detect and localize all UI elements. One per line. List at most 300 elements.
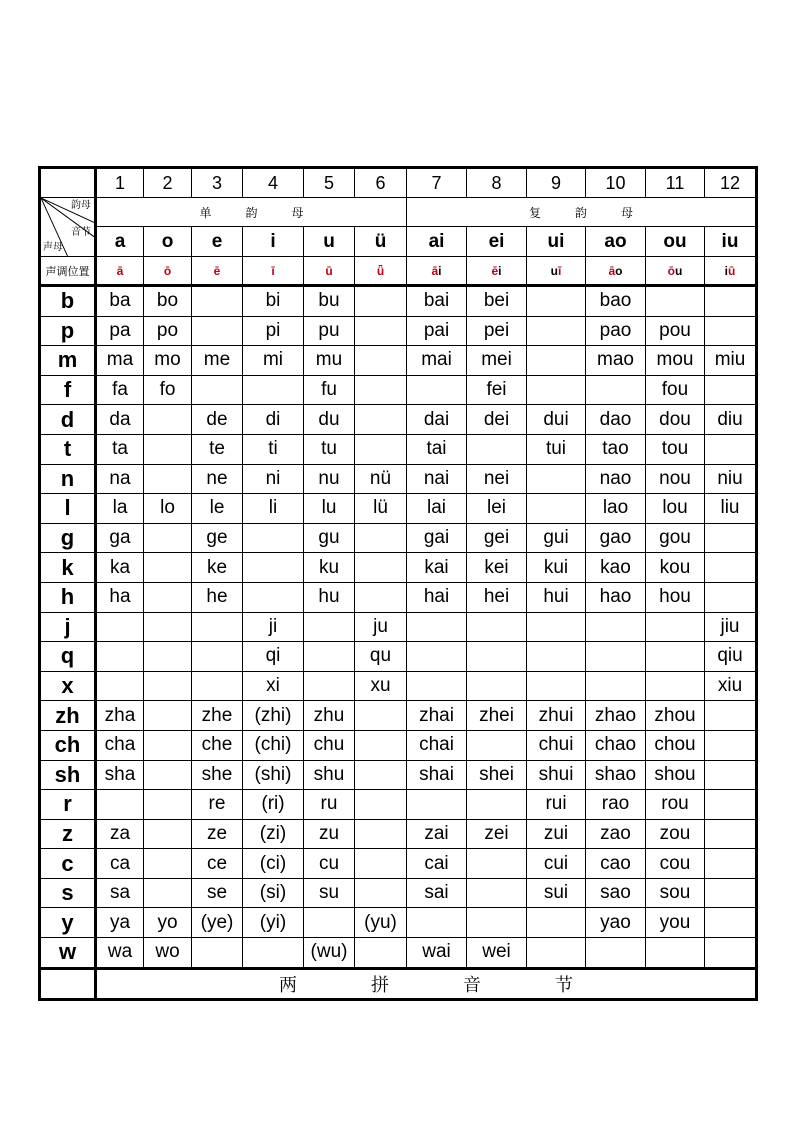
vowel-header: u bbox=[304, 227, 355, 257]
vowel-header: ou bbox=[646, 227, 705, 257]
syllable-cell: shei bbox=[467, 760, 527, 790]
syllable-cell: ju bbox=[355, 612, 407, 642]
syllable-cell: ba bbox=[96, 286, 144, 317]
syllable-cell bbox=[586, 671, 646, 701]
syllable-cell: mu bbox=[304, 346, 355, 376]
syllable-cell bbox=[527, 286, 586, 317]
syllable-cell bbox=[407, 790, 467, 820]
syllable-cell bbox=[705, 938, 757, 969]
syllable-cell: zai bbox=[407, 819, 467, 849]
syllable-cell bbox=[705, 375, 757, 405]
syllable-cell bbox=[144, 612, 192, 642]
syllable-cell: (shi) bbox=[243, 760, 304, 790]
syllable-cell: hou bbox=[646, 582, 705, 612]
syllable-cell bbox=[646, 938, 705, 969]
syllable-cell: hei bbox=[467, 582, 527, 612]
table-row bbox=[40, 730, 757, 760]
corner-cell bbox=[40, 198, 96, 257]
chart-body bbox=[40, 168, 757, 1000]
syllable-cell: se bbox=[192, 878, 243, 908]
syllable-cell: wa bbox=[96, 938, 144, 969]
tone-marker bbox=[243, 257, 304, 286]
initial-header: q bbox=[40, 642, 96, 672]
syllable-cell: bao bbox=[586, 286, 646, 317]
initial-header: l bbox=[40, 494, 96, 524]
syllable-cell: niu bbox=[705, 464, 757, 494]
syllable-cell: nai bbox=[407, 464, 467, 494]
tone-plain-letter: o bbox=[615, 263, 623, 278]
syllable-cell: chao bbox=[586, 730, 646, 760]
tone-row bbox=[40, 257, 757, 286]
syllable-cell: nei bbox=[467, 464, 527, 494]
syllable-cell bbox=[304, 671, 355, 701]
syllable-cell: tu bbox=[304, 434, 355, 464]
syllable-cell: pi bbox=[243, 316, 304, 346]
tone-mark-letter: ā bbox=[116, 263, 124, 278]
tone-mark-letter: ō bbox=[163, 263, 172, 278]
table-row bbox=[40, 908, 757, 938]
tone-marker bbox=[304, 257, 355, 286]
syllable-cell: wai bbox=[407, 938, 467, 969]
initial-header: j bbox=[40, 612, 96, 642]
initial-header: g bbox=[40, 523, 96, 553]
syllable-cell: yo bbox=[144, 908, 192, 938]
syllable-cell bbox=[144, 523, 192, 553]
syllable-cell: nao bbox=[586, 464, 646, 494]
syllable-cell: ni bbox=[243, 464, 304, 494]
vowel-header: ao bbox=[586, 227, 646, 257]
vowel-header: ui bbox=[527, 227, 586, 257]
syllable-cell bbox=[355, 849, 407, 879]
table-row bbox=[40, 405, 757, 435]
syllable-cell: miu bbox=[705, 346, 757, 376]
tone-mark-letter: ā bbox=[431, 263, 439, 278]
syllable-cell: (zi) bbox=[243, 819, 304, 849]
tone-marker bbox=[407, 257, 467, 286]
syllable-cell bbox=[467, 612, 527, 642]
syllable-cell bbox=[144, 790, 192, 820]
tone-marker bbox=[705, 257, 757, 286]
syllable-cell bbox=[144, 464, 192, 494]
syllable-cell: you bbox=[646, 908, 705, 938]
syllable-cell: bei bbox=[467, 286, 527, 317]
syllable-cell: zhui bbox=[527, 701, 586, 731]
syllable-cell bbox=[467, 908, 527, 938]
syllable-cell bbox=[407, 908, 467, 938]
syllable-cell: (yi) bbox=[243, 908, 304, 938]
syllable-cell: ca bbox=[96, 849, 144, 879]
syllable-cell bbox=[144, 434, 192, 464]
syllable-cell bbox=[355, 938, 407, 969]
syllable-cell bbox=[407, 375, 467, 405]
syllable-cell: shao bbox=[586, 760, 646, 790]
syllable-cell: mi bbox=[243, 346, 304, 376]
syllable-cell: shou bbox=[646, 760, 705, 790]
table-row bbox=[40, 434, 757, 464]
syllable-cell bbox=[527, 316, 586, 346]
syllable-cell: diu bbox=[705, 405, 757, 435]
initial-header: w bbox=[40, 938, 96, 969]
column-number: 10 bbox=[586, 168, 646, 198]
syllable-cell: bu bbox=[304, 286, 355, 317]
syllable-cell bbox=[467, 849, 527, 879]
syllable-cell bbox=[144, 642, 192, 672]
syllable-cell: zou bbox=[646, 819, 705, 849]
syllable-cell bbox=[527, 938, 586, 969]
syllable-cell bbox=[586, 642, 646, 672]
syllable-cell: mo bbox=[144, 346, 192, 376]
syllable-cell: qi bbox=[243, 642, 304, 672]
syllable-cell: mei bbox=[467, 346, 527, 376]
tone-marker bbox=[527, 257, 586, 286]
syllable-cell bbox=[144, 671, 192, 701]
syllable-cell: he bbox=[192, 582, 243, 612]
syllable-cell: zui bbox=[527, 819, 586, 849]
syllable-cell bbox=[144, 878, 192, 908]
syllable-cell: (ri) bbox=[243, 790, 304, 820]
table-row bbox=[40, 582, 757, 612]
syllable-cell bbox=[192, 375, 243, 405]
column-number: 1 bbox=[96, 168, 144, 198]
syllable-cell bbox=[304, 642, 355, 672]
tone-mark-letter: ū bbox=[325, 263, 333, 278]
table-row bbox=[40, 612, 757, 642]
initial-header: r bbox=[40, 790, 96, 820]
tone-marker bbox=[144, 257, 192, 286]
syllable-cell: dao bbox=[586, 405, 646, 435]
syllable-cell: kao bbox=[586, 553, 646, 583]
syllable-cell: shu bbox=[304, 760, 355, 790]
syllable-cell: sha bbox=[96, 760, 144, 790]
syllable-cell: la bbox=[96, 494, 144, 524]
footer-row bbox=[40, 968, 757, 999]
syllable-cell: te bbox=[192, 434, 243, 464]
syllable-cell bbox=[192, 938, 243, 969]
syllable-cell bbox=[144, 819, 192, 849]
syllable-cell bbox=[355, 375, 407, 405]
syllable-cell: zhou bbox=[646, 701, 705, 731]
syllable-cell: pou bbox=[646, 316, 705, 346]
syllable-cell: fo bbox=[144, 375, 192, 405]
syllable-cell: da bbox=[96, 405, 144, 435]
vowel-group-row bbox=[40, 198, 757, 227]
syllable-cell: me bbox=[192, 346, 243, 376]
syllable-cell: dei bbox=[467, 405, 527, 435]
syllable-cell bbox=[144, 760, 192, 790]
syllable-cell: zha bbox=[96, 701, 144, 731]
syllable-cell: tao bbox=[586, 434, 646, 464]
tone-plain-letter: i bbox=[498, 263, 502, 278]
syllable-cell bbox=[705, 878, 757, 908]
syllable-cell: zao bbox=[586, 819, 646, 849]
syllable-cell: lo bbox=[144, 494, 192, 524]
syllable-cell: chui bbox=[527, 730, 586, 760]
initial-header: z bbox=[40, 819, 96, 849]
syllable-cell: ge bbox=[192, 523, 243, 553]
initial-header: t bbox=[40, 434, 96, 464]
vowel-header: a bbox=[96, 227, 144, 257]
syllable-cell: fei bbox=[467, 375, 527, 405]
syllable-cell: mao bbox=[586, 346, 646, 376]
syllable-cell bbox=[243, 375, 304, 405]
initial-header: m bbox=[40, 346, 96, 376]
syllable-cell: shai bbox=[407, 760, 467, 790]
syllable-cell: ka bbox=[96, 553, 144, 583]
tone-plain-letter: u bbox=[550, 263, 558, 278]
tone-mark-letter: ī bbox=[271, 263, 275, 278]
syllable-cell bbox=[586, 375, 646, 405]
syllable-cell: tai bbox=[407, 434, 467, 464]
syllable-cell bbox=[96, 642, 144, 672]
table-row bbox=[40, 494, 757, 524]
syllable-cell: zhai bbox=[407, 701, 467, 731]
syllable-cell: jiu bbox=[705, 612, 757, 642]
syllable-cell bbox=[705, 849, 757, 879]
syllable-cell: tou bbox=[646, 434, 705, 464]
syllable-cell: le bbox=[192, 494, 243, 524]
syllable-cell bbox=[705, 908, 757, 938]
syllable-cell: gao bbox=[586, 523, 646, 553]
syllable-cell bbox=[646, 642, 705, 672]
syllable-cell: chai bbox=[407, 730, 467, 760]
syllable-cell: du bbox=[304, 405, 355, 435]
syllable-cell bbox=[355, 730, 407, 760]
syllable-cell bbox=[355, 701, 407, 731]
syllable-cell bbox=[192, 612, 243, 642]
tone-position-label: 声调位置 bbox=[40, 257, 96, 286]
syllable-cell bbox=[96, 790, 144, 820]
syllable-cell bbox=[144, 582, 192, 612]
syllable-cell: ma bbox=[96, 346, 144, 376]
syllable-cell bbox=[705, 819, 757, 849]
syllable-cell: sou bbox=[646, 878, 705, 908]
syllable-cell: pa bbox=[96, 316, 144, 346]
syllable-cell bbox=[355, 790, 407, 820]
syllable-cell: lü bbox=[355, 494, 407, 524]
tone-marker bbox=[96, 257, 144, 286]
syllable-cell: nü bbox=[355, 464, 407, 494]
table-row bbox=[40, 642, 757, 672]
syllable-cell bbox=[705, 701, 757, 731]
syllable-cell bbox=[646, 286, 705, 317]
initial-header: f bbox=[40, 375, 96, 405]
syllable-cell: cha bbox=[96, 730, 144, 760]
syllable-cell: zhao bbox=[586, 701, 646, 731]
syllable-cell: hu bbox=[304, 582, 355, 612]
table-row bbox=[40, 346, 757, 376]
syllable-cell bbox=[527, 464, 586, 494]
single-vowel-group-label: 单韵母 bbox=[96, 198, 407, 227]
syllable-cell: ke bbox=[192, 553, 243, 583]
syllable-cell: gui bbox=[527, 523, 586, 553]
table-row bbox=[40, 375, 757, 405]
tone-mark-letter: ǖ bbox=[376, 263, 385, 278]
syllable-cell bbox=[705, 582, 757, 612]
column-number-row bbox=[40, 168, 757, 198]
column-number: 2 bbox=[144, 168, 192, 198]
syllable-cell bbox=[467, 790, 527, 820]
syllable-cell bbox=[407, 642, 467, 672]
syllable-cell: ga bbox=[96, 523, 144, 553]
table-row bbox=[40, 464, 757, 494]
syllable-cell: de bbox=[192, 405, 243, 435]
column-number: 11 bbox=[646, 168, 705, 198]
syllable-cell bbox=[467, 434, 527, 464]
syllable-cell bbox=[705, 790, 757, 820]
syllable-cell bbox=[586, 938, 646, 969]
syllable-cell bbox=[304, 612, 355, 642]
corner-blank bbox=[40, 168, 96, 198]
syllable-cell bbox=[96, 612, 144, 642]
syllable-cell bbox=[355, 346, 407, 376]
syllable-cell: qiu bbox=[705, 642, 757, 672]
syllable-cell bbox=[705, 730, 757, 760]
syllable-cell: kui bbox=[527, 553, 586, 583]
initial-header: p bbox=[40, 316, 96, 346]
initial-header: b bbox=[40, 286, 96, 317]
tone-mark-letter: ē bbox=[491, 263, 499, 278]
vowel-header: i bbox=[243, 227, 304, 257]
column-number: 12 bbox=[705, 168, 757, 198]
syllable-cell bbox=[705, 523, 757, 553]
syllable-cell: cou bbox=[646, 849, 705, 879]
syllable-cell: zu bbox=[304, 819, 355, 849]
syllable-cell bbox=[355, 760, 407, 790]
syllable-cell: lu bbox=[304, 494, 355, 524]
syllable-cell: rui bbox=[527, 790, 586, 820]
initial-header: n bbox=[40, 464, 96, 494]
syllable-cell: za bbox=[96, 819, 144, 849]
tone-marker bbox=[586, 257, 646, 286]
initial-header: d bbox=[40, 405, 96, 435]
syllable-cell bbox=[304, 908, 355, 938]
syllable-cell bbox=[467, 671, 527, 701]
table-row bbox=[40, 760, 757, 790]
vowel-header: ei bbox=[467, 227, 527, 257]
syllable-cell bbox=[527, 671, 586, 701]
syllable-cell: re bbox=[192, 790, 243, 820]
syllable-cell bbox=[407, 671, 467, 701]
corner-label-initial: 声母 bbox=[43, 242, 63, 253]
syllable-cell: mou bbox=[646, 346, 705, 376]
syllable-cell: (ci) bbox=[243, 849, 304, 879]
syllable-cell bbox=[407, 612, 467, 642]
syllable-cell bbox=[586, 612, 646, 642]
syllable-cell bbox=[527, 346, 586, 376]
syllable-cell: sao bbox=[586, 878, 646, 908]
syllable-cell: wo bbox=[144, 938, 192, 969]
syllable-cell: fa bbox=[96, 375, 144, 405]
table-row bbox=[40, 553, 757, 583]
syllable-cell: su bbox=[304, 878, 355, 908]
syllable-cell: lou bbox=[646, 494, 705, 524]
syllable-cell: yao bbox=[586, 908, 646, 938]
syllable-cell: dou bbox=[646, 405, 705, 435]
syllable-cell: cu bbox=[304, 849, 355, 879]
column-number: 6 bbox=[355, 168, 407, 198]
tone-mark-letter: ī bbox=[558, 263, 562, 278]
initial-header: c bbox=[40, 849, 96, 879]
syllable-cell bbox=[467, 730, 527, 760]
syllable-cell: xi bbox=[243, 671, 304, 701]
syllable-cell: bai bbox=[407, 286, 467, 317]
syllable-cell bbox=[144, 553, 192, 583]
syllable-cell: gei bbox=[467, 523, 527, 553]
syllable-cell: bi bbox=[243, 286, 304, 317]
table-row bbox=[40, 671, 757, 701]
syllable-cell: gai bbox=[407, 523, 467, 553]
tone-plain-letter: i bbox=[724, 263, 728, 278]
column-number: 9 bbox=[527, 168, 586, 198]
syllable-cell bbox=[144, 405, 192, 435]
syllable-cell: kou bbox=[646, 553, 705, 583]
table-row bbox=[40, 316, 757, 346]
syllable-cell: ne bbox=[192, 464, 243, 494]
syllable-cell: kei bbox=[467, 553, 527, 583]
compound-vowel-group-label: 复韵母 bbox=[407, 198, 757, 227]
corner-label-vowel: 韵母 bbox=[71, 200, 91, 211]
syllable-cell: na bbox=[96, 464, 144, 494]
syllable-cell: tui bbox=[527, 434, 586, 464]
syllable-cell: rou bbox=[646, 790, 705, 820]
syllable-cell: ha bbox=[96, 582, 144, 612]
syllable-cell: lei bbox=[467, 494, 527, 524]
syllable-cell: sai bbox=[407, 878, 467, 908]
syllable-cell bbox=[243, 938, 304, 969]
syllable-cell: lao bbox=[586, 494, 646, 524]
syllable-cell bbox=[705, 434, 757, 464]
syllable-cell bbox=[705, 316, 757, 346]
syllable-cell: chu bbox=[304, 730, 355, 760]
column-number: 8 bbox=[467, 168, 527, 198]
syllable-cell: chou bbox=[646, 730, 705, 760]
initial-header: zh bbox=[40, 701, 96, 731]
syllable-cell bbox=[355, 286, 407, 317]
syllable-cell: cai bbox=[407, 849, 467, 879]
syllable-cell: gou bbox=[646, 523, 705, 553]
vowel-header: iu bbox=[705, 227, 757, 257]
table-row bbox=[40, 819, 757, 849]
column-number: 5 bbox=[304, 168, 355, 198]
syllable-cell: qu bbox=[355, 642, 407, 672]
column-number: 4 bbox=[243, 168, 304, 198]
column-number: 7 bbox=[407, 168, 467, 198]
footer-text: 两拼音节 bbox=[279, 974, 647, 996]
vowel-header: ai bbox=[407, 227, 467, 257]
syllable-cell: ya bbox=[96, 908, 144, 938]
syllable-cell: ku bbox=[304, 553, 355, 583]
initial-header: h bbox=[40, 582, 96, 612]
syllable-cell bbox=[355, 878, 407, 908]
syllable-cell: shui bbox=[527, 760, 586, 790]
syllable-cell: po bbox=[144, 316, 192, 346]
syllable-cell: gu bbox=[304, 523, 355, 553]
tone-marker bbox=[646, 257, 705, 286]
syllable-cell: hao bbox=[586, 582, 646, 612]
syllable-cell bbox=[705, 286, 757, 317]
syllable-cell: ze bbox=[192, 819, 243, 849]
syllable-cell bbox=[527, 908, 586, 938]
syllable-cell: sui bbox=[527, 878, 586, 908]
syllable-cell bbox=[355, 405, 407, 435]
syllable-cell bbox=[646, 612, 705, 642]
syllable-cell bbox=[527, 642, 586, 672]
syllable-cell: dai bbox=[407, 405, 467, 435]
syllable-cell bbox=[705, 760, 757, 790]
tone-marker bbox=[192, 257, 243, 286]
initial-header: sh bbox=[40, 760, 96, 790]
syllable-cell bbox=[243, 582, 304, 612]
